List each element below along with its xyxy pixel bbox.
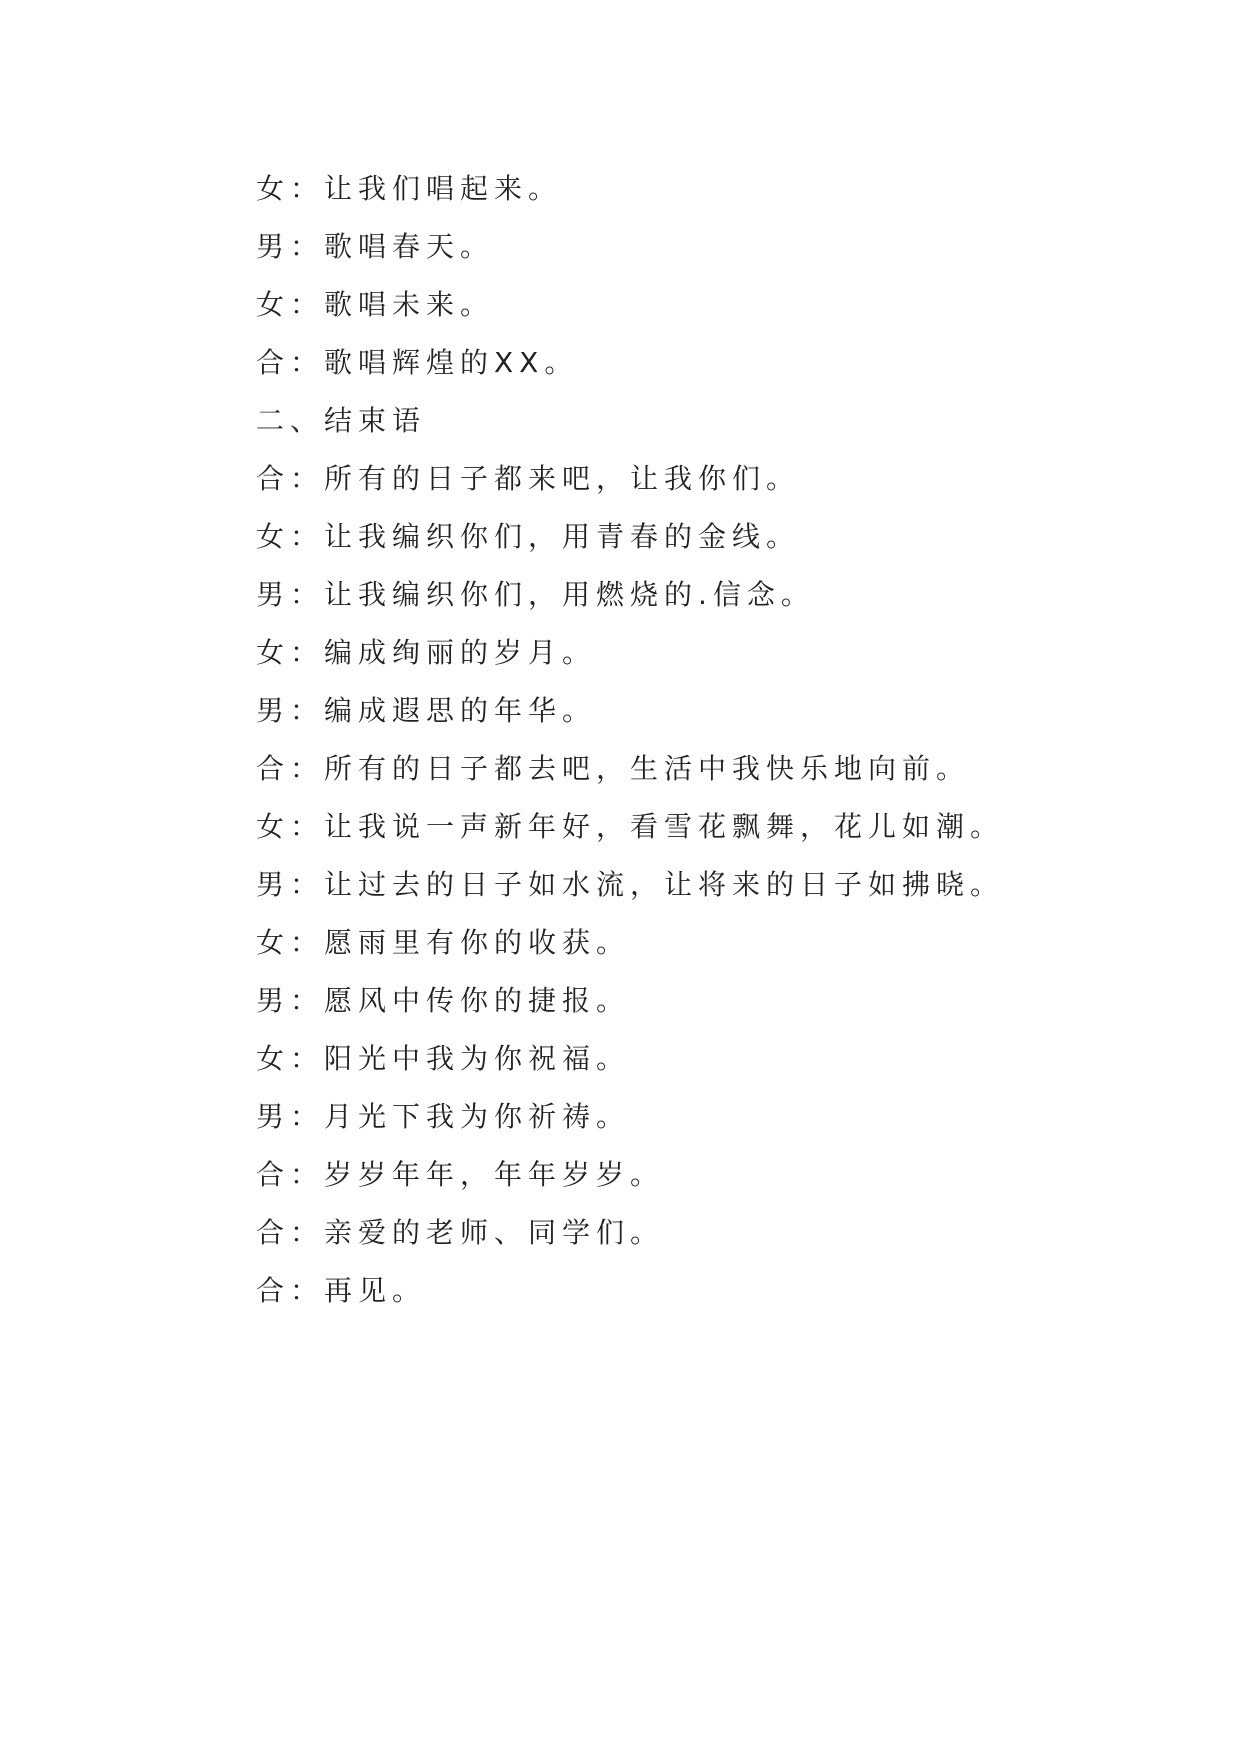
text-line: 男：歌唱春天。 <box>256 230 495 263</box>
text-line: 合：岁岁年年，年年岁岁。 <box>256 1158 665 1191</box>
section-heading: 二、结束语 <box>256 404 427 437</box>
text-line: 女：让我说一声新年好，看雪花飘舞，花儿如潮。 <box>256 810 1005 843</box>
text-line: 女：愿雨里有你的收获。 <box>256 926 631 959</box>
text-line: 合：所有的日子都去吧，生活中我快乐地向前。 <box>256 752 971 785</box>
text-line: 男：编成遐思的年华。 <box>256 694 597 727</box>
text-line: 女：让我们唱起来。 <box>256 172 563 205</box>
text-line: 合：亲爱的老师、同学们。 <box>256 1216 665 1249</box>
script-text <box>256 160 1056 1320</box>
text-line: 男：让过去的日子如水流，让将来的日子如拂晓。 <box>256 868 1005 901</box>
text-line: 合：再见。 <box>256 1274 427 1307</box>
text-line: 男：月光下我为你祈祷。 <box>256 1100 631 1133</box>
text-line: 女：让我编织你们，用青春的金线。 <box>256 520 801 553</box>
text-line: 女：阳光中我为你祝福。 <box>256 1042 631 1075</box>
text-line: 男：愿风中传你的捷报。 <box>256 984 631 1017</box>
text-line: 合：所有的日子都来吧，让我你们。 <box>256 462 801 495</box>
text-line: 男：让我编织你们，用燃烧的.信念。 <box>256 578 815 611</box>
text-line: 合：歌唱辉煌的XX。 <box>256 346 579 379</box>
text-line: 女：编成绚丽的岁月。 <box>256 636 597 669</box>
text-line: 女：歌唱未来。 <box>256 288 495 321</box>
